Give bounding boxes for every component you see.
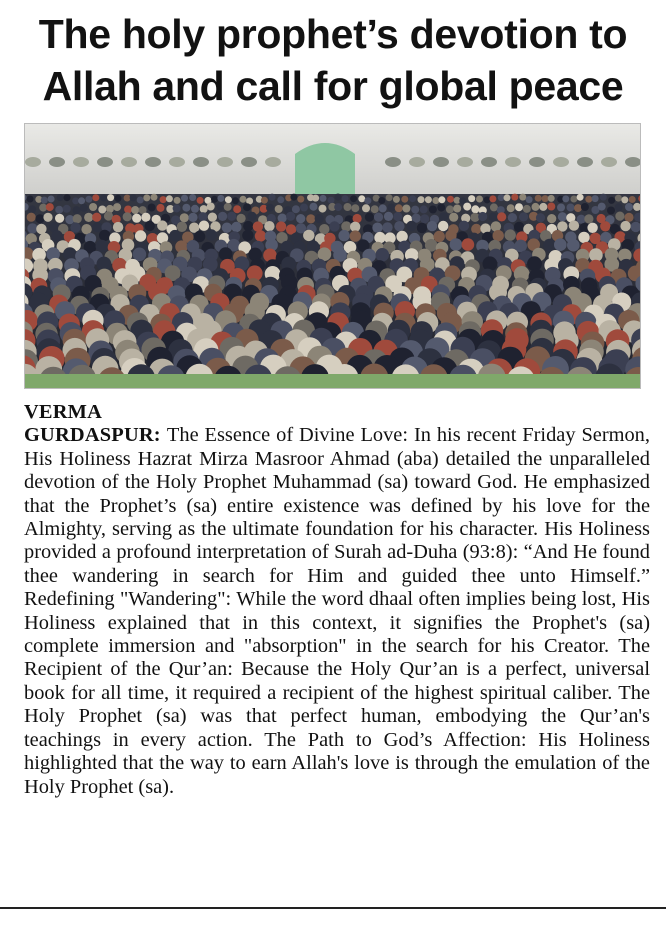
crowd-figure	[57, 194, 64, 201]
crowd-figure	[264, 221, 274, 231]
crowd-figure	[557, 204, 565, 212]
crowd-figure	[157, 220, 167, 230]
crowd-figure	[600, 221, 610, 231]
crowd-figure	[350, 195, 357, 202]
crowd-figure	[115, 195, 122, 202]
crowd-figure	[621, 196, 628, 203]
crowd-figure	[438, 221, 448, 231]
headline-line-2: Allah and call for global peace	[42, 63, 624, 109]
crowd-figure	[160, 196, 167, 203]
crowd-figure	[174, 197, 181, 204]
ornament	[145, 157, 161, 167]
crowd-figure	[151, 194, 158, 201]
crowd-figure	[240, 196, 247, 203]
crowd-figure	[620, 221, 630, 231]
crowd-figure	[489, 195, 496, 202]
crowd-figure	[320, 195, 327, 202]
crowd-figure	[231, 222, 241, 232]
congregation-photo	[24, 123, 641, 389]
crowd-figure	[394, 221, 404, 231]
crowd-figure	[350, 230, 361, 241]
crowd-figure	[113, 203, 121, 211]
crowd-figure	[334, 203, 342, 211]
crowd-figure	[96, 240, 109, 253]
crowd-figure	[107, 194, 114, 201]
crowd-figure	[438, 196, 445, 203]
crowd-figure	[85, 196, 92, 203]
crowd-figure	[629, 196, 636, 203]
crowd-figure	[592, 195, 599, 202]
mihrab-arch	[295, 143, 355, 194]
crowd-figure	[615, 212, 624, 221]
crowd-figure	[191, 205, 199, 213]
crowd-figure	[27, 213, 36, 222]
ornament	[169, 157, 185, 167]
crowd-figure	[490, 203, 498, 211]
dateline-town: VERMA	[24, 401, 103, 423]
crowd-figure	[526, 196, 533, 203]
crowd-figure	[446, 205, 454, 213]
crowd-figure	[471, 205, 479, 213]
crowd-figure	[402, 205, 410, 213]
crowd-figure	[493, 230, 504, 241]
crowd-figure	[450, 238, 463, 251]
crowd-figure	[78, 197, 85, 204]
crowd-figure	[393, 212, 402, 221]
crowd-figure	[453, 205, 461, 213]
ornament	[577, 157, 593, 167]
crowd-figure	[188, 213, 197, 222]
crowd-figure	[578, 232, 589, 243]
crowd-figure	[462, 238, 475, 251]
crowd-figure	[567, 204, 575, 212]
crowd-figure	[123, 212, 132, 221]
crowd-figure	[253, 221, 263, 231]
crowd-figure	[269, 194, 276, 201]
crowd-figure	[173, 204, 181, 212]
crowd-figure	[519, 194, 526, 201]
ornament	[601, 157, 617, 167]
crowd-figure	[478, 212, 487, 221]
crowd-figure	[98, 206, 106, 214]
crowd-figure	[353, 214, 362, 223]
ornament	[241, 157, 257, 167]
crowd-figure	[418, 196, 425, 203]
crowd-figure	[598, 203, 606, 211]
crowd-figure	[624, 213, 633, 222]
crowd-figure	[237, 214, 246, 223]
crowd-figure	[99, 230, 110, 241]
crowd-figure	[227, 212, 236, 221]
crowd-figure	[27, 196, 34, 203]
crowd-figure	[447, 196, 454, 203]
headline	[0, 8, 666, 112]
crowd-figure	[218, 212, 227, 221]
crowd-figure	[198, 212, 207, 221]
crowd-figure	[306, 214, 315, 223]
crowd-figure	[562, 195, 569, 202]
crowd-figure	[489, 213, 498, 222]
crowd-figure	[409, 195, 416, 202]
crowd-figure	[169, 230, 180, 241]
crowd-figure	[505, 229, 516, 240]
crowd-figure	[625, 203, 633, 211]
crowd-figure	[131, 206, 139, 214]
crowd-figure	[216, 203, 224, 211]
crowd-figure	[542, 195, 549, 202]
crowd-figure	[374, 232, 385, 243]
crowd-figure	[92, 194, 99, 201]
ornament	[481, 157, 497, 167]
crowd-figure	[384, 212, 393, 221]
crowd-figure	[207, 203, 215, 211]
crowd-figure	[459, 221, 469, 231]
crowd-figure	[43, 213, 52, 222]
congregation-image	[25, 124, 640, 388]
ornament	[409, 157, 425, 167]
crowd-figure	[411, 206, 419, 214]
crowd-figure	[427, 221, 437, 231]
crowd-figure	[247, 212, 256, 221]
crowd-figure	[36, 224, 46, 234]
crowd-figure	[143, 194, 150, 201]
ornament	[457, 157, 473, 167]
crowd-figure	[55, 214, 64, 223]
crowd-figure	[468, 195, 475, 202]
article-text: The Essence of Divine Love: In his recent Friday Sermon, His Holiness Hazrat Mirza Masroor Ahmad (aba) detailed the unparalleled devotion of the Holy Prophet Muhammad (sa) toward God. He emphasized that the Prophet’s (sa) entire existence was defined by his love for the Almighty, serving as the ultimate foundation for his character. His Holiness provided a profound interpretation of Surah ad-Duha (93:8): “And He found thee wandering in search for Him and guided thee unto Himself.” Redefining "Wandering": While the word dhaal often implies being lost, His Holiness explained that in this context, it signifies the Prophet's (sa) complete immersion and "absorption" in the search for his Creator. The Recipient of the Qur’an: Because the Holy Qur’an is a perfect, universal book for all time, it required a recipient of the highest spiritual caliber. The Holy Prophet (sa) was that perfect human, embodying the Qur’an's teachings in every action. The Path to God’s Affection: His Holiness highlighted that the way to earn Allah's love is through the emulation of the Holy Prophet (sa).	[24, 424, 650, 798]
ornament	[97, 157, 113, 167]
crowd-figure	[73, 206, 81, 214]
crowd-figure	[28, 205, 36, 213]
crowd-figure	[615, 195, 622, 202]
crowd-figure	[491, 221, 501, 231]
crowd-figure	[584, 214, 593, 223]
crowd-figure	[70, 222, 80, 232]
crowd-figure	[536, 213, 545, 222]
crowd-figure	[439, 212, 448, 221]
crowd-figure	[290, 194, 297, 201]
crowd-figure	[315, 214, 324, 223]
crowd-figure	[569, 220, 579, 230]
crowd-figure	[181, 195, 188, 202]
crowd-figure	[514, 222, 524, 232]
ornament	[217, 157, 233, 167]
crowd-figure	[224, 203, 232, 211]
ornament	[73, 157, 89, 167]
crowd-figure	[189, 194, 196, 201]
crowd-figure	[55, 206, 63, 214]
crowd-figure	[364, 197, 371, 204]
crowd-figure	[275, 205, 283, 213]
crowd-figure	[64, 194, 71, 201]
crowd-figure	[48, 196, 55, 203]
crowd-figure	[292, 205, 300, 213]
ornament	[553, 157, 569, 167]
crowd-figure	[157, 204, 165, 212]
crowd-figure	[607, 207, 615, 215]
crowd-figure	[547, 203, 555, 211]
crowd-figure	[379, 204, 387, 212]
crowd-figure	[497, 212, 506, 221]
crowd-figure	[133, 248, 147, 262]
prayer-carpet	[25, 374, 640, 388]
crowd-figure	[523, 205, 531, 213]
ornament	[121, 157, 137, 167]
crowd-figure	[554, 238, 567, 251]
crowd-figure	[548, 195, 555, 202]
crowd-figure	[587, 223, 597, 233]
crowd-figure	[41, 197, 48, 204]
crowd-figure	[206, 229, 217, 240]
ornament	[385, 157, 401, 167]
crowd-figure	[539, 203, 547, 211]
crowd-figure	[393, 196, 400, 203]
ornament	[49, 157, 65, 167]
crowd-figure	[27, 223, 37, 233]
article-body	[24, 401, 650, 799]
crowd-figure	[338, 230, 349, 241]
crowd-figure	[80, 204, 88, 212]
crowd-figure	[278, 214, 287, 223]
crowd-figure	[437, 204, 445, 212]
crowd-figure	[242, 230, 253, 241]
crowd-figure	[386, 194, 393, 201]
crowd-figure	[449, 213, 458, 222]
crowd-figure	[200, 205, 208, 213]
crowd-figure	[222, 223, 232, 233]
crowd-figure	[232, 197, 239, 204]
crowd-figure	[532, 203, 540, 211]
crowd-figure	[148, 204, 156, 212]
crowd-figure	[519, 212, 528, 221]
crowd-figure	[303, 230, 314, 241]
dateline-district: GURDASPUR:	[24, 424, 167, 447]
crowd-figure	[425, 196, 432, 203]
crowd-figure	[211, 196, 218, 203]
crowd-figure	[84, 213, 93, 222]
crowd-figure	[310, 203, 318, 211]
crowd-figure	[35, 214, 44, 223]
ornament	[265, 157, 281, 167]
crowd-figure	[429, 206, 437, 214]
crowd-figure	[527, 256, 542, 271]
crowd-figure	[319, 224, 329, 234]
crowd-figure	[217, 195, 224, 202]
crowd-figure	[166, 195, 173, 202]
crowd-figure	[92, 222, 102, 232]
crowd-figure	[300, 204, 308, 212]
ornament	[529, 157, 545, 167]
crowd-figure	[504, 194, 511, 201]
crowd-figure	[585, 196, 592, 203]
crowd-figure	[219, 247, 233, 261]
crowd-figure	[543, 239, 556, 252]
crowd-figure	[319, 205, 327, 213]
crowd-figure	[182, 204, 190, 212]
crowd-figure	[372, 223, 382, 233]
crowd-figure	[581, 203, 589, 211]
crowd-figure	[329, 221, 339, 231]
crowd-figure	[577, 194, 584, 201]
crowd-figure	[508, 213, 517, 222]
crowd-figure	[574, 204, 582, 212]
crowd-figure	[365, 213, 374, 222]
crowd-figure	[197, 197, 204, 204]
crowd-figure	[420, 205, 428, 213]
crowd-figure	[243, 203, 251, 211]
crowd-figure	[615, 203, 623, 211]
bottom-rule	[0, 907, 666, 909]
crowd-figure	[358, 195, 365, 202]
crowd-figure	[395, 204, 403, 212]
crowd-figure	[46, 203, 54, 211]
crowd-figure	[558, 212, 567, 221]
crowd-figure	[406, 221, 416, 231]
crowd-figure	[515, 203, 523, 211]
crowd-figure	[401, 196, 408, 203]
crowd-figure	[600, 194, 607, 201]
crowd-figure	[233, 205, 241, 213]
crowd-figure	[135, 230, 146, 241]
crowd-figure	[177, 222, 187, 232]
crowd-figure	[276, 221, 286, 231]
crowd-figure	[180, 213, 189, 222]
crowd-figure	[378, 197, 385, 204]
crowd-figure	[557, 221, 567, 231]
crowd-figure	[471, 224, 481, 234]
crowd-figure	[371, 205, 379, 213]
crowd-figure	[266, 204, 274, 212]
crowd-figure	[570, 196, 577, 203]
crowd-figure	[113, 222, 123, 232]
crowd-figure	[335, 194, 342, 201]
ornament	[25, 157, 41, 167]
ornament	[433, 157, 449, 167]
crowd-figure	[63, 205, 71, 213]
crowd-figure	[130, 194, 137, 201]
crowd-figure	[387, 204, 395, 212]
crowd-figure	[286, 212, 295, 221]
crowd-figure	[89, 203, 97, 211]
crowd-figure	[277, 196, 284, 203]
crowd-figure	[141, 213, 150, 222]
crowd-figure	[312, 195, 319, 202]
crowd-figure	[396, 231, 407, 242]
crowd-figure	[194, 231, 205, 242]
crowd-figure	[199, 221, 209, 231]
crowd-figure	[92, 213, 101, 222]
crowd-figure	[417, 223, 427, 233]
crowd-figure	[432, 197, 439, 204]
crowd-figure	[100, 194, 107, 201]
crowd-figure	[535, 195, 542, 202]
crowd-figure	[342, 195, 349, 202]
crowd-figure	[296, 214, 305, 223]
crowd-figure	[362, 204, 370, 212]
crowd-figure	[145, 221, 155, 231]
crowd-figure	[507, 204, 515, 212]
crowd-figure	[351, 204, 359, 212]
crowd-figure	[344, 203, 352, 211]
crowd-figure	[463, 203, 471, 211]
crowd-figure	[124, 195, 131, 202]
crowd-figure	[51, 230, 62, 241]
crowd-figure	[374, 213, 383, 222]
crowd-figure	[81, 224, 91, 234]
crowd-figure	[261, 197, 268, 204]
crowd-figure	[376, 248, 390, 262]
ornament	[193, 157, 209, 167]
crowd-figure	[420, 214, 429, 223]
headline-line-1: The holy prophet’s devotion to	[38, 11, 628, 57]
ornament	[505, 157, 521, 167]
crowd-figure	[297, 196, 304, 203]
crowd-figure	[132, 214, 141, 223]
crowd-figure	[208, 213, 217, 222]
crowd-figure	[255, 230, 266, 241]
crowd-figure	[328, 197, 335, 204]
crowd-figure	[73, 214, 82, 223]
crowd-figure	[476, 196, 483, 203]
crowd-figure	[547, 214, 556, 223]
crowd-figure	[608, 197, 615, 204]
crowd-figure	[511, 194, 518, 201]
crowd-figure	[137, 197, 144, 204]
crowd-figure	[567, 239, 580, 252]
crowd-figure	[382, 222, 392, 232]
crowd-figure	[225, 196, 232, 203]
